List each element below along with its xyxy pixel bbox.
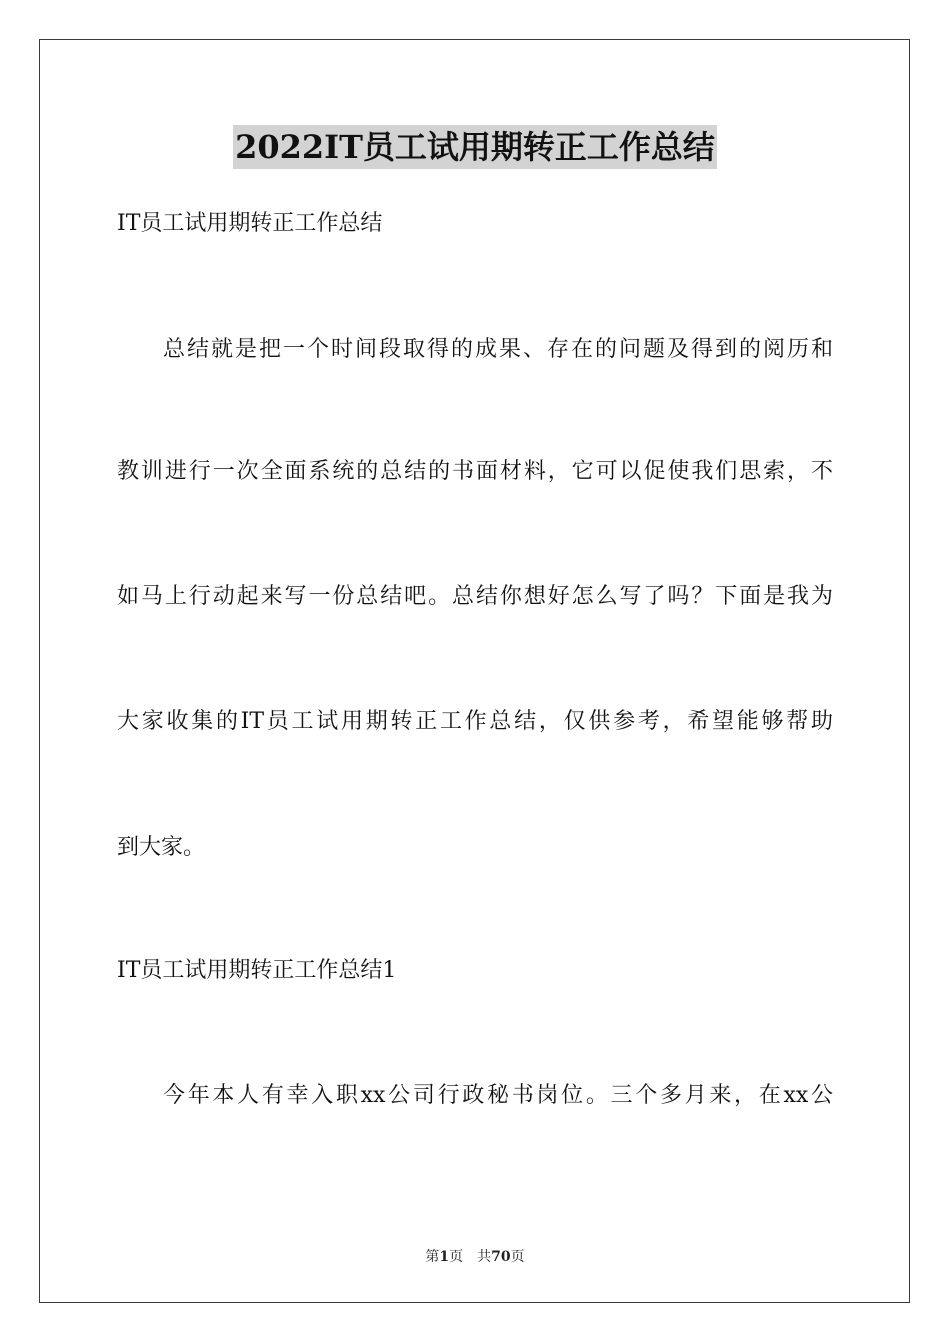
footer-page-unit: 页 (449, 1249, 464, 1265)
footer-page-prefix: 第 (425, 1249, 440, 1265)
section-heading: IT员工试用期转正工作总结1 (117, 958, 397, 983)
footer-total-prefix: 共 (477, 1249, 492, 1265)
title-container (0, 125, 950, 169)
paragraph-line: 如马上行动起来写一份总结吧。总结你想好怎么写了吗？下面是我为 (117, 584, 833, 609)
paragraph-line: 总结就是把一个时间段取得的成果、存在的问题及得到的阅历和 (163, 337, 833, 362)
footer-total-unit: 页 (510, 1249, 525, 1265)
footer-page-current: 1 (439, 1249, 450, 1265)
section-heading: IT员工试用期转正工作总结 (117, 211, 383, 236)
paragraph-line: 教训进行一次全面系统的总结的书面材料，它可以促使我们思索，不 (117, 459, 833, 484)
footer-page-total: 70 (491, 1249, 511, 1265)
document-title: 2022IT员工试用期转正工作总结 (233, 125, 717, 169)
paragraph-line: 今年本人有幸入职xx公司行政秘书岗位。三个多月来，在xx公 (163, 1083, 833, 1108)
paragraph-line: 到大家。 (117, 835, 206, 860)
page-footer (0, 1247, 950, 1267)
paragraph-line: 大家收集的IT员工试用期转正工作总结，仅供参考，希望能够帮助 (117, 709, 833, 734)
